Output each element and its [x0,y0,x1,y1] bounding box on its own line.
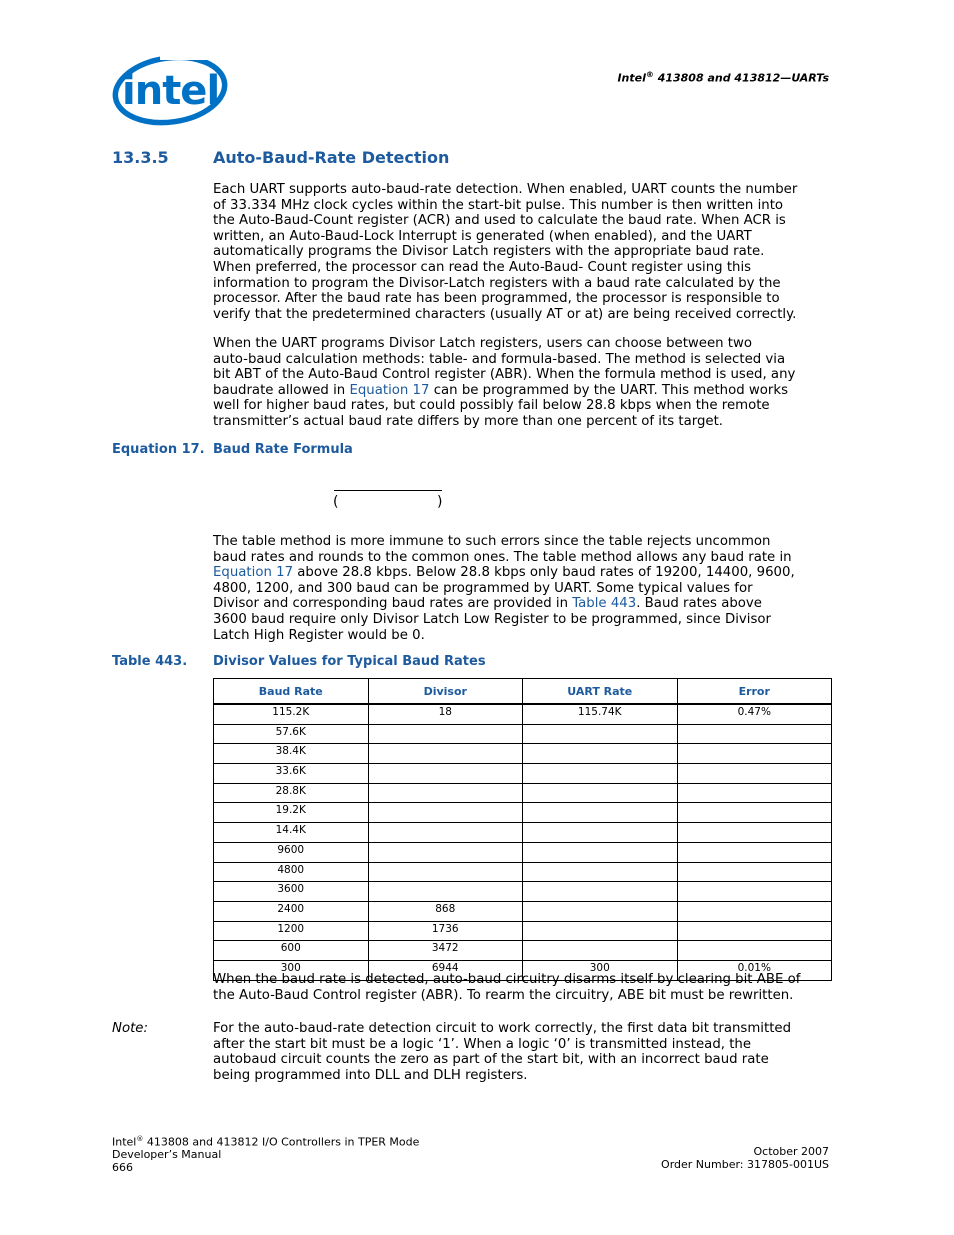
table-cell: 19.2K [214,803,369,823]
table-title: Divisor Values for Typical Baud Rates [213,654,486,669]
paragraph-intro: Each UART supports auto-baud-rate detection. When enabled, UART counts the number of 33.334 MHz clock cycles within the start-bit pulse. This number is then written into the Auto-Baud-Count register (ACR) and used to calculate the baud rate. When ACR is written, an Auto-Baud-Lock Interrupt is generated (when enabled), and the UART automatically programs the Divisor Latch registers with the appropriate baud rate. When preferred, the processor can read the Auto-Baud- Count register using this information to program the Divisor-Latch registers with a baud rate calculated by the processor. After the baud rate has been programmed, the processor is responsible to verify that the predetermined characters (usually AT or at) are being received correctly. [213,182,798,322]
table-cell [523,921,678,941]
table-cell: 3600 [214,882,369,902]
table-header-row [214,679,832,705]
table-cell [368,724,523,744]
table-cell [523,823,678,843]
table-cell [523,842,678,862]
table-cell [523,744,678,764]
table-cell [677,803,832,823]
col-header: Divisor [368,679,523,705]
table-cell [523,862,678,882]
table-cell [368,803,523,823]
page-number: 666 [112,1160,133,1174]
col-header: UART Rate [523,679,678,705]
table-cell [523,724,678,744]
note-text: For the auto-baud-rate detection circuit to work correctly, the first data bit transmitted after the start bit must be a logic ‘1’. When a logic ‘0’ is transmitted instead, the autobaud circuit counts the zero as part of the start bit, with an incorrect baud rate being programmed into DLL and DLH registers. [213,1021,792,1083]
table-cell: 1200 [214,921,369,941]
equation-label: Equation 17. [112,442,205,457]
table-cell [677,882,832,902]
section-number: 13.3.5 [112,148,169,167]
table-cell [368,783,523,803]
table-row [214,704,832,724]
table-cell: 18 [368,704,523,724]
table-cell: 115.2K [214,704,369,724]
table-row [214,921,832,941]
table-cell [368,842,523,862]
table-cell: 38.4K [214,744,369,764]
table-cell [677,941,832,961]
table-row [214,823,832,843]
table-cell: 4800 [214,862,369,882]
equation-right-paren: ) [437,494,443,510]
table-cell: 14.4K [214,823,369,843]
logo-wordmark: intel [122,68,220,114]
table-cell [523,941,678,961]
table-cell: 300 [523,960,678,980]
table-cell: 33.6K [214,764,369,784]
table-cell: 0.47% [677,704,832,724]
paragraph-rearm: When the baud rate is detected, auto-baud circuitry disarms itself by clearing bit ABE of the Auto-Baud Control register (ABR). To rearm the circuitry, ABE bit must be rewritten. [213,972,801,1003]
divisor-values-table [213,678,832,981]
table-row [214,724,832,744]
table-cell [523,901,678,921]
table-cell [677,901,832,921]
table-row [214,764,832,784]
table-cell [368,862,523,882]
table-cell: 868 [368,901,523,921]
equation-17-link[interactable]: Equation 17 [349,382,430,398]
table-cell [677,783,832,803]
table-cell [523,783,678,803]
equation-17-link-2[interactable]: Equation 17 [213,565,294,581]
table-cell [677,921,832,941]
table-row [214,862,832,882]
table-row [214,744,832,764]
paragraph-methods: When the UART programs Divisor Latch registers, users can choose between two auto-baud calculation methods: table- and formula-based. The method is selected via bit ABT of the Auto-Baud Control register (ABR). When the formula method is used, any baudrate allowed in Equation 17 can be programmed by the UART. This method works well for higher baud rates, but could possibly fail below 28.8 kbps when the remote transmitter’s actual baud rate differs by more than one percent of its target. [213,336,796,429]
table-cell: 57.6K [214,724,369,744]
table-cell [677,842,832,862]
section-title: Auto-Baud-Rate Detection [213,148,450,167]
table-443-link[interactable]: Table 443 [572,596,637,612]
table-cell: 9600 [214,842,369,862]
table-row [214,803,832,823]
table-cell: 0.01% [677,960,832,980]
table-cell [523,803,678,823]
table-row [214,882,832,902]
col-header: Baud Rate [214,679,369,705]
table-cell [368,744,523,764]
table-cell [677,823,832,843]
table-cell [368,882,523,902]
footer-right: October 2007 Order Number: 317805-001US [661,1145,829,1171]
table-row [214,842,832,862]
table-cell [677,744,832,764]
table-cell [368,823,523,843]
note-label: Note: [112,1021,148,1036]
table-cell [368,764,523,784]
table-row [214,783,832,803]
running-header: Intel® 413808 and 413812—UARTs [617,70,829,85]
table-cell [677,764,832,784]
table-cell: 115.74K [523,704,678,724]
table-cell: 28.8K [214,783,369,803]
table-cell [523,882,678,902]
table-cell: 2400 [214,901,369,921]
table-row [214,941,832,961]
table-label: Table 443. [112,654,188,669]
table-cell [677,724,832,744]
table-cell: 300 [214,960,369,980]
paragraph-table-method: The table method is more immune to such errors since the table rejects uncommon baud rates and rounds to the common ones. The table method allows any baud rate in Equation 17 above 28.8 kbps. Below 28.8 kbps only baud rates of 19200, 14400, 9600, 4800, 1200, and 300 baud can be programmed by UART. Some typical values for Divisor and corresponding baud rates are provided in Table 443. Baud rates above 3600 baud require only Divisor Latch Low Register to be programmed, since Divisor Latch High Register would be 0. [213,534,795,643]
table-cell [523,764,678,784]
table-cell: 3472 [368,941,523,961]
equation-title: Baud Rate Formula [213,442,353,457]
equation-left-paren: ( [333,494,339,510]
table-cell: 6944 [368,960,523,980]
footer-left: Intel® 413808 and 413812 I/O Controllers in TPER Mode Developer’s Manual 666 [112,1135,420,1174]
col-header: Error [677,679,832,705]
table-cell: 1736 [368,921,523,941]
intel-logo [108,48,228,128]
table-cell [677,862,832,882]
table-cell: 600 [214,941,369,961]
equation-fraction-bar [334,490,442,491]
table-row [214,901,832,921]
